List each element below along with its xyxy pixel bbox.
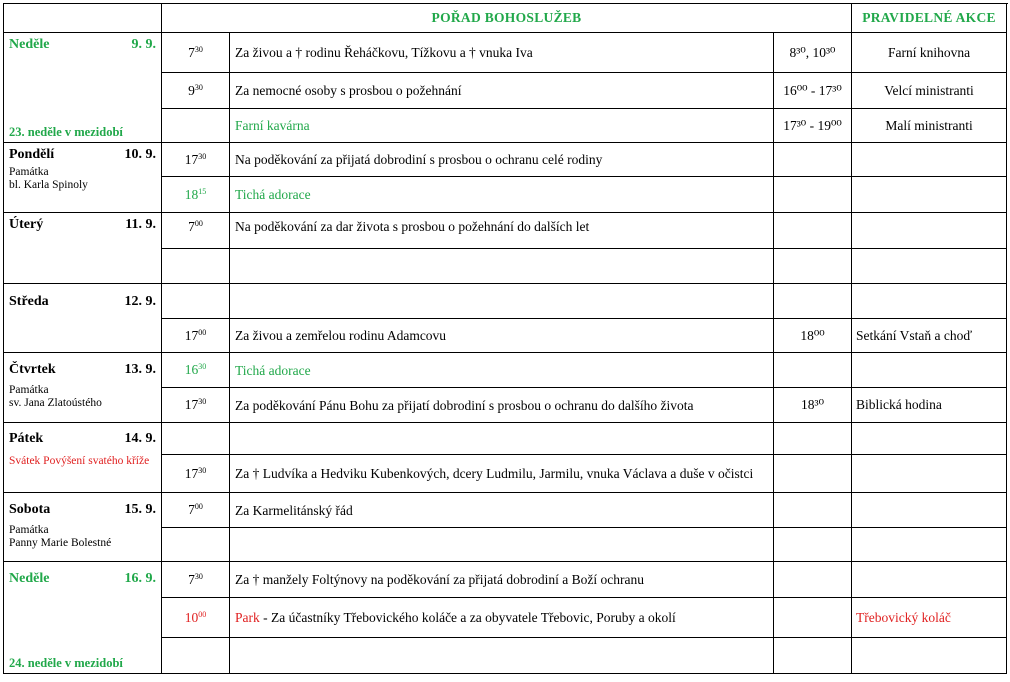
- mass-intention: Tichá adorace: [230, 353, 774, 388]
- event-time: [774, 143, 852, 177]
- day-date: 13. 9.: [124, 362, 156, 377]
- day-thursday: [4, 353, 162, 423]
- day-wednesday: [4, 284, 162, 353]
- mass-time: [162, 249, 230, 284]
- mass-intention: Za nemocné osoby s prosbou o požehnání: [230, 73, 774, 109]
- mass-intention: [230, 528, 774, 562]
- day-name: Neděle: [9, 571, 50, 586]
- day-date: 14. 9.: [124, 431, 156, 446]
- day-name: Čtvrtek: [9, 362, 56, 377]
- day-name: Pondělí: [9, 147, 55, 162]
- event-time: 18⁰⁰: [774, 319, 852, 353]
- mass-intention: Na poděkování za přijatá dobrodiní s prosbou o ochranu celé rodiny: [230, 143, 774, 177]
- event-name: [852, 249, 1007, 284]
- mass-time: $16^{30}$: [162, 353, 230, 388]
- mass-time: [162, 528, 230, 562]
- day-date: 11. 9.: [125, 217, 156, 232]
- event-time: 8³⁰, 10³⁰: [774, 33, 852, 73]
- day-name: Neděle: [9, 37, 50, 52]
- mass-intention: [230, 284, 774, 319]
- event-name: Biblická hodina: [852, 388, 1007, 423]
- day-date: 10. 9.: [124, 147, 156, 162]
- event-name: [852, 177, 1007, 213]
- event-name: [852, 638, 1007, 674]
- mass-time: [162, 109, 230, 143]
- event-time: 17³⁰ - 19⁰⁰: [774, 109, 852, 143]
- day-name: Středa: [9, 294, 49, 309]
- event-time: [774, 493, 852, 528]
- mass-time: $17^{30}$: [162, 388, 230, 423]
- mass-time: $7^{30}$: [162, 33, 230, 73]
- mass-intention: Za poděkování Pánu Bohu za přijatí dobrodiní s prosbou o ochranu do dalšího života: [230, 388, 774, 423]
- schedule-table: [3, 3, 1007, 674]
- mass-time: $17^{30}$: [162, 143, 230, 177]
- event-name: Farní knihovna: [852, 33, 1007, 73]
- event-name: [852, 562, 1007, 598]
- event-name: Třebovický koláč: [852, 598, 1007, 638]
- mass-intention: Za Karmelitánský řád: [230, 493, 774, 528]
- mass-intention: [230, 423, 774, 455]
- event-name: [852, 455, 1007, 493]
- day-date: 9. 9.: [131, 37, 156, 52]
- event-name: Velcí ministranti: [852, 73, 1007, 109]
- event-name: [852, 493, 1007, 528]
- mass-intention: Za † manžely Foltýnovy na poděkování za přijatá dobrodiní a Boží ochranu: [230, 562, 774, 598]
- mass-time: $7^{00}$: [162, 213, 230, 249]
- mass-time: $9^{30}$: [162, 73, 230, 109]
- event-name: [852, 528, 1007, 562]
- day-sunday-2: [4, 562, 162, 674]
- event-time: [774, 353, 852, 388]
- event-time: [774, 528, 852, 562]
- event-time: 18³⁰: [774, 388, 852, 423]
- event-name: [852, 353, 1007, 388]
- event-time: [774, 638, 852, 674]
- event-name: [852, 284, 1007, 319]
- event-time: [774, 249, 852, 284]
- day-tuesday: [4, 213, 162, 284]
- mass-time: $17^{00}$: [162, 319, 230, 353]
- day-saturday: [4, 493, 162, 562]
- day-friday: [4, 423, 162, 493]
- mass-time: [162, 638, 230, 674]
- mass-time: [162, 423, 230, 455]
- mass-intention: Farní kavárna: [230, 109, 774, 143]
- event-time: [774, 562, 852, 598]
- day-name: Pátek: [9, 431, 44, 446]
- mass-intention: [230, 638, 774, 674]
- event-time: [774, 598, 852, 638]
- mass-time: [162, 284, 230, 319]
- day-sunday-1: [4, 33, 162, 143]
- mass-intention: Park - Za účastníky Třebovického koláče a za obyvatele Třebovic, Poruby a okolí: [230, 598, 774, 638]
- header-services-title: POŘAD BOHOSLUŽEB: [162, 4, 852, 33]
- day-date: 15. 9.: [124, 502, 156, 517]
- event-name: Malí ministranti: [852, 109, 1007, 143]
- mass-intention: [230, 249, 774, 284]
- day-date: 16. 9.: [124, 571, 156, 586]
- day-note: 24. neděle v mezidobí: [9, 656, 123, 670]
- mass-time: $18^{15}$: [162, 177, 230, 213]
- event-name: [852, 213, 1007, 249]
- event-time: [774, 177, 852, 213]
- event-name: Setkání Vstaň a choď: [852, 319, 1007, 353]
- day-note: Památka bl. Karla Spinoly: [9, 166, 88, 191]
- mass-intention: Na poděkování za dar života s prosbou o požehnání do dalších let: [230, 213, 774, 249]
- header-blank: [4, 4, 162, 33]
- event-name: [852, 423, 1007, 455]
- mass-intention: Za živou a † rodinu Řeháčkovu, Tížkovu a † vnuka Iva: [230, 33, 774, 73]
- mass-time: $7^{00}$: [162, 493, 230, 528]
- day-name: Sobota: [9, 502, 51, 517]
- mass-intention: Za živou a zemřelou rodinu Adamcovu: [230, 319, 774, 353]
- mass-time: $10^{00}$: [162, 598, 230, 638]
- event-time: [774, 455, 852, 493]
- mass-intention: Tichá adorace: [230, 177, 774, 213]
- day-note: Svátek Povýšení svatého kříže: [9, 455, 150, 467]
- event-time: 16⁰⁰ - 17³⁰: [774, 73, 852, 109]
- day-note: Památka Panny Marie Bolestné: [9, 524, 112, 549]
- event-name: [852, 143, 1007, 177]
- day-note: 23. neděle v mezidobí: [9, 125, 123, 139]
- day-date: 12. 9.: [124, 294, 156, 309]
- day-name: Úterý: [9, 217, 44, 232]
- mass-intention: Za † Ludvíka a Hedviku Kubenkových, dcery Ludmilu, Jarmilu, vnuka Václava a duše v očistci: [230, 455, 774, 493]
- header-events-title: PRAVIDELNÉ AKCE: [852, 4, 1007, 33]
- day-monday: [4, 143, 162, 213]
- event-time: [774, 423, 852, 455]
- day-note: Památka sv. Jana Zlatoústého: [9, 384, 102, 409]
- mass-time: $7^{30}$: [162, 562, 230, 598]
- location-label: Park: [235, 610, 260, 625]
- event-time: [774, 213, 852, 249]
- mass-time: $17^{30}$: [162, 455, 230, 493]
- event-time: [774, 284, 852, 319]
